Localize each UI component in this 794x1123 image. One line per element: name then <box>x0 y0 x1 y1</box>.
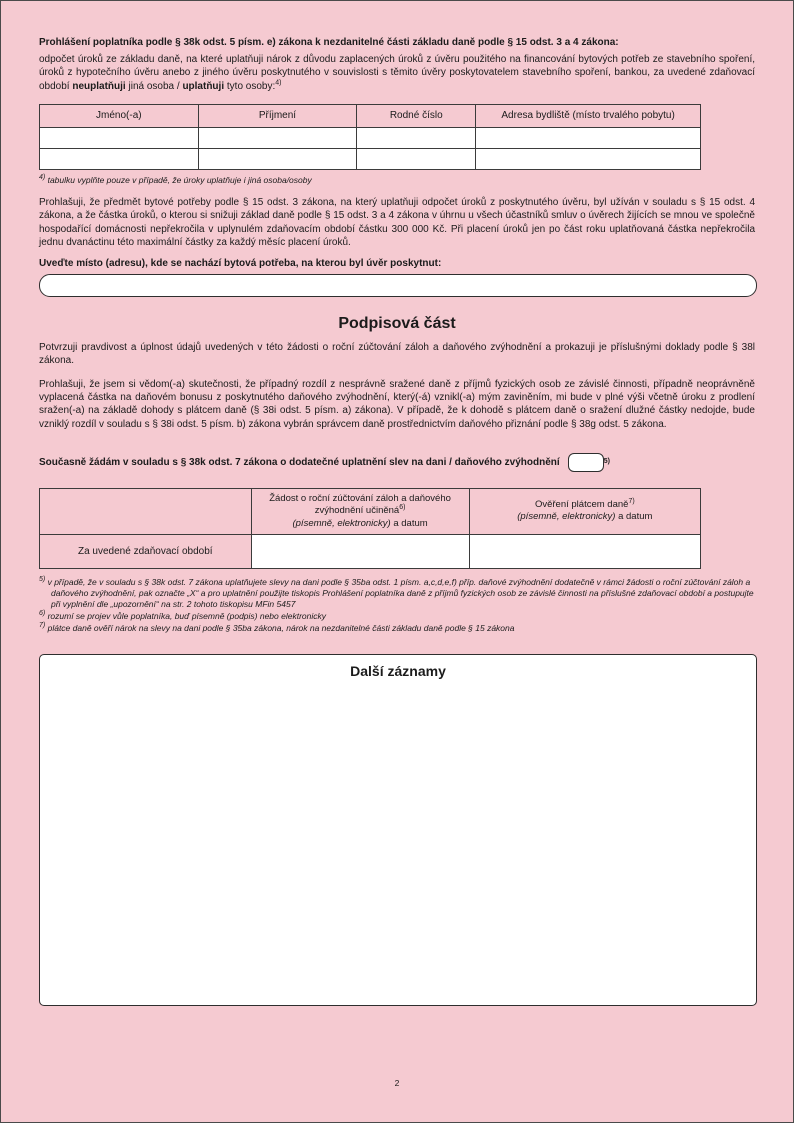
footnote-ref-7: 7) <box>628 497 635 505</box>
liability-paragraph: Prohlašuji, že jsem si vědom(-a) skutečnosti, že případný rozdíl z nesprávně sražené daně z příjmů fyzických osob ze závislé činnosti, případně neoprávněně vyplacená částka na daňovém bonusu z poskytnutého daňového zvýhodnění, který(-á) vznikl(-a) mým zaviněním, mi bude v plné výši včetně úroku z prodlení sražen(-a) na základě dohody s plátcem daně (§ 38i odst. 5 písm. a) zákona). V případě, že k dohodě s plátcem daně o sražení dlužné částky nedojde, bude vzniklý rozdíl v souladu s § 38i odst. 5 písm. b) zákona vybrán správcem daně prostřednictvím daňového přiznání podle § 38g odst. 5 zákona. <box>39 378 755 430</box>
birth-number-input-cell[interactable] <box>357 148 476 169</box>
paragraph-text: tyto osoby: <box>224 80 276 92</box>
header-text: Žádost o roční zúčtování záloh a daňového zvýhodnění učiněná <box>269 492 451 517</box>
header-text: a datum <box>615 511 653 523</box>
footnotes-block <box>39 577 755 634</box>
housing-address-input[interactable] <box>39 274 757 297</box>
settlement-header-empty <box>40 488 252 534</box>
paragraph-text: odpočet úroků ze základu daně, na které uplatňuji nárok z důvodu zaplacených úroků z úvěru použitého na financování bytových potřeb ze stavebního spoření, úroků z hypotečního úvěru anebo z jiného úvěru poskytnutého v souvislosti s těmito úvěry poskytovatelem stavebního spoření, bankou, za uvedené zdaňovací období <box>39 54 755 92</box>
footnote-ref-6: 6) <box>39 610 46 618</box>
header-italic-text: (písemně, elektronicky) <box>292 517 391 529</box>
settlement-header-verification <box>469 488 700 534</box>
footnote-5 <box>39 577 755 610</box>
address-input-cell[interactable] <box>476 127 701 148</box>
header-text: Ověření plátcem daně <box>534 499 629 511</box>
birth-number-input-cell[interactable] <box>357 127 476 148</box>
footnote-ref-4: 4) <box>275 79 282 87</box>
settlement-header-request <box>251 488 469 534</box>
housing-declaration-paragraph: Prohlašuji, že předmět bytové potřeby podle § 15 odst. 3 zákona, na který uplatňuji odpočet úroků z poskytnutého úvěru, byl užíván v souladu s § 15 odst. 4 zákona, a že částka úroků, o kterou si snižuji základ daně podle § 15 odst. 3 a 4 zákona v úhrnu u všech účastníků smluv o úvěrech žijících se mnou ve společně hospodařící domácnosti nepřekročila v uplynulém zdaňovacím období částku 300 000 Kč. Při placení úroků jen po část roku uplatňovaná částka nepřekročila jednu dvanáctinu této maximální částky za každý měsíc placení úroků. <box>39 196 755 248</box>
footnote-ref-4: 4) <box>39 174 46 182</box>
interest-deduction-paragraph <box>39 53 755 93</box>
footnote-6 <box>39 611 755 622</box>
paragraph-text: jiná osoba / <box>125 80 183 92</box>
column-header-first-name: Jméno(-a) <box>40 104 199 127</box>
other-persons-table <box>39 104 701 170</box>
additional-records-title: Další záznamy <box>350 663 446 680</box>
column-header-address: Adresa bydliště (místo trvalého pobytu) <box>476 104 701 127</box>
first-name-input-cell[interactable] <box>40 127 199 148</box>
header-text: a datum <box>390 517 428 529</box>
truthfulness-paragraph: Potvrzuji pravdivost a úplnost údajů uvedených v této žádosti o roční zúčtování záloh a daňového zvýhodnění a prokazuji je příslušnými doklady podle § 38l zákona. <box>39 342 755 367</box>
settlement-table <box>39 488 701 569</box>
other-persons-row-2 <box>40 148 701 169</box>
other-persons-header-row <box>40 104 701 127</box>
page-number: 2 <box>394 1078 400 1088</box>
footnote-text: v případě, že v souladu s § 38k odst. 7 zákona uplatňujete slevy na dani podle § 35ba odst. 1 písm. a,c,d,e,f) příp. daňové zvýhodnění dodatečně v rámci žádosti o roční zúčtování záloh a daňového zvýhodnění, pak označte „X“ a pro uplatnění použijte tiskopis Prohlášení poplatníka daně z příjmů fyzických osob ze závislé činnosti na příslušné zdaňovací období a postupujte při vyplnění dle „upozornění“ na str. 2 tohoto tiskopisu MFin 5457 <box>45 576 754 610</box>
additional-claim-checkbox[interactable] <box>568 453 604 472</box>
address-input-cell[interactable] <box>476 148 701 169</box>
request-date-input-cell[interactable] <box>251 534 469 568</box>
other-persons-row-1 <box>40 127 701 148</box>
additional-claim-line: Současně žádám v souladu s § 38k odst. 7 zákona o dodatečné uplatnění slev na dani / daňového zvýhodnění 5) <box>39 453 755 472</box>
column-header-surname: Příjmení <box>198 104 357 127</box>
footnote-7 <box>39 623 755 634</box>
footnote-ref-7: 7) <box>39 622 46 630</box>
address-prompt-label: Uveďte místo (adresu), kde se nachází bytová potřeba, na kterou byl úvěr poskytnut: <box>39 258 442 270</box>
footnote-ref-6: 6) <box>399 504 406 512</box>
additional-records-box[interactable] <box>39 654 757 1006</box>
settlement-header-row <box>40 488 701 534</box>
surname-input-cell[interactable] <box>198 127 357 148</box>
footnote-text: plátce daně ověří nárok na slevy na dani podle § 35ba zákona, nárok na nezdanitelné části základu daně podle § 15 zákona <box>45 623 515 634</box>
settlement-row-label: Za uvedené zdaňovací období <box>40 534 252 568</box>
footnote-text: tabulku vyplňte pouze v případě, že úroky uplatňuje i jiná osoba/osoby <box>45 174 312 185</box>
additional-claim-label: Současně žádám v souladu s § 38k odst. 7 zákona o dodatečné uplatnění slev na dani / daňového zvýhodnění <box>39 456 560 468</box>
verification-date-input-cell[interactable] <box>469 534 700 568</box>
footnote-ref-5: 5) <box>39 576 46 584</box>
first-name-input-cell[interactable] <box>40 148 199 169</box>
footnote-text: rozumí se projev vůle poplatníka, buď písemně (podpis) nebo elektronicky <box>45 611 326 622</box>
declaration-section-title: Prohlášení poplatníka podle § 38k odst. 5 písm. e) zákona k nezdanitelné části základu daně podle § 15 odst. 3 a 4 zákona: <box>39 37 619 48</box>
uplatnuji-emphasis: uplatňuji <box>182 80 225 92</box>
surname-input-cell[interactable] <box>198 148 357 169</box>
neuplatnuji-emphasis: neuplatňuji <box>72 80 126 92</box>
header-italic-text: (písemně, elektronicky) <box>517 511 616 523</box>
settlement-period-row <box>40 534 701 568</box>
signature-section-heading: Podpisová část <box>338 315 456 333</box>
column-header-birth-number: Rodné číslo <box>357 104 476 127</box>
table-footnote <box>39 175 755 186</box>
